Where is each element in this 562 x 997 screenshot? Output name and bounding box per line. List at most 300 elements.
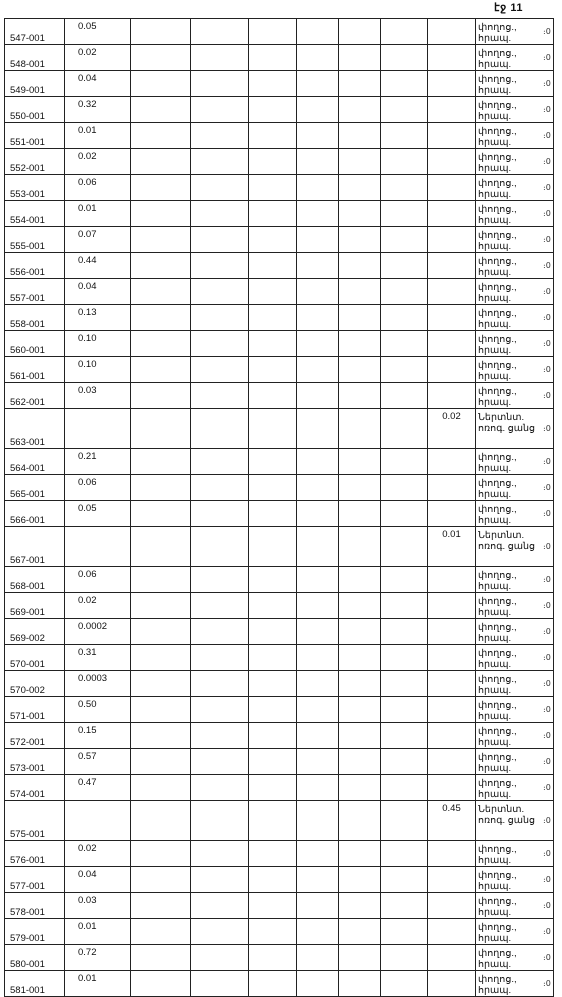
area-cell: 0.01 xyxy=(65,971,131,997)
empty-cell xyxy=(381,567,428,593)
table-row xyxy=(5,945,554,971)
empty-cell xyxy=(297,775,339,801)
empty-cell xyxy=(339,593,381,619)
parcel-code-cell: 569-002 xyxy=(5,619,65,645)
empty-cell xyxy=(381,619,428,645)
empty-cell xyxy=(381,45,428,71)
empty-cell xyxy=(381,409,428,449)
empty-cell xyxy=(191,723,249,749)
row-margin-mark: ։0 xyxy=(543,104,551,114)
empty-cell xyxy=(297,253,339,279)
empty-cell xyxy=(339,201,381,227)
table-row xyxy=(5,383,554,409)
area-cell: 0.04 xyxy=(65,279,131,305)
empty-cell xyxy=(297,919,339,945)
empty-cell xyxy=(339,501,381,527)
empty-cell xyxy=(339,775,381,801)
empty-cell xyxy=(131,279,191,305)
area-cell: 0.02 xyxy=(65,593,131,619)
irrigation-area-cell xyxy=(428,97,476,123)
empty-cell xyxy=(131,593,191,619)
land-use-cell: փողոց., հրապ. xyxy=(476,867,554,893)
table-row xyxy=(5,449,554,475)
area-cell: 0.05 xyxy=(65,19,131,45)
empty-cell xyxy=(381,867,428,893)
empty-cell xyxy=(131,97,191,123)
empty-cell xyxy=(131,619,191,645)
empty-cell xyxy=(339,801,381,841)
area-cell: 0.03 xyxy=(65,383,131,409)
empty-cell xyxy=(381,723,428,749)
empty-cell xyxy=(191,449,249,475)
empty-cell xyxy=(339,697,381,723)
empty-cell xyxy=(249,867,297,893)
row-margin-mark: ։0 xyxy=(543,130,551,140)
empty-cell xyxy=(249,253,297,279)
empty-cell xyxy=(381,801,428,841)
empty-cell xyxy=(131,253,191,279)
land-use-cell: փողոց., հրապ. xyxy=(476,567,554,593)
empty-cell xyxy=(381,19,428,45)
empty-cell xyxy=(131,409,191,449)
empty-cell xyxy=(339,383,381,409)
empty-cell xyxy=(131,697,191,723)
table-row xyxy=(5,801,554,841)
irrigation-area-cell xyxy=(428,279,476,305)
land-use-cell: փողոց., հրապ. xyxy=(476,45,554,71)
empty-cell xyxy=(339,279,381,305)
parcel-code-cell: 568-001 xyxy=(5,567,65,593)
empty-cell xyxy=(339,19,381,45)
table-row xyxy=(5,645,554,671)
row-margin-mark: ։0 xyxy=(543,782,551,792)
parcel-code-cell: 579-001 xyxy=(5,919,65,945)
area-cell: 0.06 xyxy=(65,475,131,501)
parcel-code-cell: 558-001 xyxy=(5,305,65,331)
empty-cell xyxy=(339,867,381,893)
land-use-cell: փողոց., հրապ. xyxy=(476,971,554,997)
empty-cell xyxy=(339,527,381,567)
table-row xyxy=(5,893,554,919)
empty-cell xyxy=(191,841,249,867)
empty-cell xyxy=(131,841,191,867)
land-use-cell: փողոց., հրապ. xyxy=(476,501,554,527)
empty-cell xyxy=(131,227,191,253)
empty-cell xyxy=(131,775,191,801)
empty-cell xyxy=(297,593,339,619)
land-use-cell: փողոց., հրապ. xyxy=(476,227,554,253)
empty-cell xyxy=(381,841,428,867)
empty-cell xyxy=(249,801,297,841)
table-row xyxy=(5,567,554,593)
empty-cell xyxy=(381,593,428,619)
empty-cell xyxy=(249,919,297,945)
empty-cell xyxy=(191,201,249,227)
land-use-cell: փողոց., հրապ. xyxy=(476,775,554,801)
land-use-cell: փողոց., հրապ. xyxy=(476,645,554,671)
parcel-code-cell: 574-001 xyxy=(5,775,65,801)
empty-cell xyxy=(249,449,297,475)
empty-cell xyxy=(249,175,297,201)
area-cell xyxy=(65,409,131,449)
land-use-cell: փողոց., հրապ. xyxy=(476,123,554,149)
empty-cell xyxy=(339,567,381,593)
empty-cell xyxy=(191,501,249,527)
empty-cell xyxy=(191,253,249,279)
empty-cell xyxy=(131,723,191,749)
land-use-cell: փողոց., հրապ. xyxy=(476,71,554,97)
empty-cell xyxy=(191,409,249,449)
parcel-code-cell: 571-001 xyxy=(5,697,65,723)
area-cell: 0.32 xyxy=(65,97,131,123)
irrigation-area-cell xyxy=(428,149,476,175)
empty-cell xyxy=(339,749,381,775)
empty-cell xyxy=(249,749,297,775)
irrigation-area-cell xyxy=(428,175,476,201)
parcel-code-cell: 577-001 xyxy=(5,867,65,893)
parcel-code-cell: 560-001 xyxy=(5,331,65,357)
empty-cell xyxy=(297,527,339,567)
land-use-cell: փողոց., հրապ. xyxy=(476,841,554,867)
empty-cell xyxy=(381,919,428,945)
empty-cell xyxy=(249,383,297,409)
land-use-cell: փողոց., հրապ. xyxy=(476,945,554,971)
irrigation-area-cell: 0.01 xyxy=(428,527,476,567)
parcel-code-cell: 549-001 xyxy=(5,71,65,97)
area-cell: 0.0002 xyxy=(65,619,131,645)
empty-cell xyxy=(249,501,297,527)
empty-cell xyxy=(297,383,339,409)
area-cell: 0.01 xyxy=(65,123,131,149)
empty-cell xyxy=(381,671,428,697)
table-row xyxy=(5,671,554,697)
irrigation-area-cell xyxy=(428,331,476,357)
table-row xyxy=(5,97,554,123)
empty-cell xyxy=(381,501,428,527)
table-row xyxy=(5,971,554,997)
empty-cell xyxy=(249,97,297,123)
area-cell: 0.50 xyxy=(65,697,131,723)
land-use-cell: փողոց., հրապ. xyxy=(476,893,554,919)
empty-cell xyxy=(249,123,297,149)
empty-cell xyxy=(339,619,381,645)
table-row xyxy=(5,723,554,749)
land-use-cell: փողոց., հրապ. xyxy=(476,253,554,279)
empty-cell xyxy=(381,383,428,409)
row-margin-mark: ։0 xyxy=(543,600,551,610)
empty-cell xyxy=(131,357,191,383)
empty-cell xyxy=(191,97,249,123)
row-margin-mark: ։0 xyxy=(543,234,551,244)
row-margin-mark: ։0 xyxy=(543,652,551,662)
empty-cell xyxy=(339,449,381,475)
empty-cell xyxy=(297,449,339,475)
empty-cell xyxy=(339,475,381,501)
table-row xyxy=(5,71,554,97)
empty-cell xyxy=(131,331,191,357)
empty-cell xyxy=(297,841,339,867)
empty-cell xyxy=(249,71,297,97)
empty-cell xyxy=(191,867,249,893)
empty-cell xyxy=(339,331,381,357)
land-use-cell: Ներտնտ. ոռոգ. ցանց xyxy=(476,801,554,841)
empty-cell xyxy=(249,723,297,749)
empty-cell xyxy=(381,697,428,723)
land-use-cell: փողոց., հրապ. xyxy=(476,175,554,201)
empty-cell xyxy=(381,201,428,227)
empty-cell xyxy=(249,45,297,71)
empty-cell xyxy=(297,409,339,449)
row-margin-mark: ։0 xyxy=(543,364,551,374)
empty-cell xyxy=(339,841,381,867)
empty-cell xyxy=(131,71,191,97)
empty-cell xyxy=(191,71,249,97)
land-use-cell: փողոց., հրապ. xyxy=(476,475,554,501)
empty-cell xyxy=(249,945,297,971)
empty-cell xyxy=(191,357,249,383)
area-cell: 0.05 xyxy=(65,501,131,527)
parcel-code-cell: 561-001 xyxy=(5,357,65,383)
empty-cell xyxy=(191,671,249,697)
empty-cell xyxy=(297,45,339,71)
parcel-code-cell: 578-001 xyxy=(5,893,65,919)
parcel-code-cell: 566-001 xyxy=(5,501,65,527)
empty-cell xyxy=(297,305,339,331)
irrigation-area-cell xyxy=(428,201,476,227)
empty-cell xyxy=(297,123,339,149)
parcel-code-cell: 551-001 xyxy=(5,123,65,149)
irrigation-area-cell xyxy=(428,501,476,527)
area-cell: 0.07 xyxy=(65,227,131,253)
empty-cell xyxy=(249,409,297,449)
irrigation-area-cell xyxy=(428,619,476,645)
empty-cell xyxy=(339,305,381,331)
empty-cell xyxy=(131,149,191,175)
empty-cell xyxy=(381,123,428,149)
row-margin-mark: ։0 xyxy=(543,704,551,714)
empty-cell xyxy=(191,971,249,997)
row-margin-mark: ։0 xyxy=(543,874,551,884)
row-margin-mark: ։0 xyxy=(543,978,551,988)
irrigation-area-cell xyxy=(428,919,476,945)
empty-cell xyxy=(297,567,339,593)
empty-cell xyxy=(249,841,297,867)
parcel-code-cell: 575-001 xyxy=(5,801,65,841)
empty-cell xyxy=(191,149,249,175)
table-row xyxy=(5,175,554,201)
area-cell: 0.72 xyxy=(65,945,131,971)
empty-cell xyxy=(131,749,191,775)
empty-cell xyxy=(297,71,339,97)
row-margin-mark: ։0 xyxy=(543,338,551,348)
irrigation-area-cell xyxy=(428,19,476,45)
empty-cell xyxy=(249,19,297,45)
row-margin-mark: ։0 xyxy=(543,952,551,962)
area-cell: 0.44 xyxy=(65,253,131,279)
empty-cell xyxy=(249,971,297,997)
empty-cell xyxy=(191,593,249,619)
empty-cell xyxy=(297,97,339,123)
table-row xyxy=(5,527,554,567)
irrigation-area-cell xyxy=(428,71,476,97)
land-use-cell: փողոց., հրապ. xyxy=(476,19,554,45)
parcel-code-cell: 564-001 xyxy=(5,449,65,475)
area-cell: 0.15 xyxy=(65,723,131,749)
row-margin-mark: ։0 xyxy=(543,390,551,400)
irrigation-area-cell xyxy=(428,253,476,279)
table-row xyxy=(5,775,554,801)
empty-cell xyxy=(339,97,381,123)
land-use-cell: փողոց., հրապ. xyxy=(476,331,554,357)
irrigation-area-cell xyxy=(428,971,476,997)
empty-cell xyxy=(381,775,428,801)
table-row xyxy=(5,841,554,867)
parcel-code-cell: 563-001 xyxy=(5,409,65,449)
land-use-cell: փողոց., հրապ. xyxy=(476,97,554,123)
empty-cell xyxy=(339,971,381,997)
parcel-code-cell: 562-001 xyxy=(5,383,65,409)
land-use-cell: փողոց., հրապ. xyxy=(476,201,554,227)
parcel-code-cell: 570-001 xyxy=(5,645,65,671)
empty-cell xyxy=(381,971,428,997)
empty-cell xyxy=(339,409,381,449)
empty-cell xyxy=(381,253,428,279)
irrigation-area-cell xyxy=(428,749,476,775)
irrigation-area-cell xyxy=(428,305,476,331)
empty-cell xyxy=(249,279,297,305)
empty-cell xyxy=(131,645,191,671)
row-margin-mark: ։0 xyxy=(543,541,551,551)
irrigation-area-cell xyxy=(428,697,476,723)
empty-cell xyxy=(297,201,339,227)
empty-cell xyxy=(297,227,339,253)
area-cell: 0.13 xyxy=(65,305,131,331)
empty-cell xyxy=(131,971,191,997)
area-cell: 0.02 xyxy=(65,841,131,867)
empty-cell xyxy=(339,71,381,97)
land-use-cell: փողոց., հրապ. xyxy=(476,919,554,945)
empty-cell xyxy=(381,645,428,671)
empty-cell xyxy=(131,801,191,841)
empty-cell xyxy=(297,867,339,893)
irrigation-area-cell xyxy=(428,671,476,697)
irrigation-area-cell xyxy=(428,893,476,919)
empty-cell xyxy=(381,175,428,201)
irrigation-area-cell xyxy=(428,645,476,671)
empty-cell xyxy=(339,357,381,383)
empty-cell xyxy=(131,501,191,527)
empty-cell xyxy=(249,227,297,253)
row-margin-mark: ։0 xyxy=(543,848,551,858)
irrigation-area-cell xyxy=(428,723,476,749)
empty-cell xyxy=(191,801,249,841)
empty-cell xyxy=(297,19,339,45)
irrigation-area-cell xyxy=(428,449,476,475)
row-margin-mark: ։0 xyxy=(543,574,551,584)
irrigation-area-cell xyxy=(428,383,476,409)
row-margin-mark: ։0 xyxy=(543,286,551,296)
parcel-code-cell: 548-001 xyxy=(5,45,65,71)
table-row xyxy=(5,149,554,175)
table-row xyxy=(5,45,554,71)
empty-cell xyxy=(249,593,297,619)
row-margin-mark: ։0 xyxy=(543,182,551,192)
area-cell: 0.21 xyxy=(65,449,131,475)
area-cell: 0.01 xyxy=(65,919,131,945)
land-use-cell: փողոց., հրապ. xyxy=(476,671,554,697)
empty-cell xyxy=(249,645,297,671)
empty-cell xyxy=(249,775,297,801)
area-cell: 0.02 xyxy=(65,45,131,71)
empty-cell xyxy=(131,123,191,149)
table-row xyxy=(5,123,554,149)
parcel-code-cell: 555-001 xyxy=(5,227,65,253)
empty-cell xyxy=(249,567,297,593)
empty-cell xyxy=(191,305,249,331)
empty-cell xyxy=(381,97,428,123)
table-row xyxy=(5,19,554,45)
row-margin-mark: ։0 xyxy=(543,508,551,518)
land-use-cell: փողոց., հրապ. xyxy=(476,697,554,723)
empty-cell xyxy=(131,201,191,227)
table-row xyxy=(5,697,554,723)
empty-cell xyxy=(191,331,249,357)
empty-cell xyxy=(297,331,339,357)
empty-cell xyxy=(297,279,339,305)
area-cell: 0.01 xyxy=(65,201,131,227)
empty-cell xyxy=(339,175,381,201)
empty-cell xyxy=(191,775,249,801)
empty-cell xyxy=(381,945,428,971)
empty-cell xyxy=(381,749,428,775)
row-margin-mark: ։0 xyxy=(543,26,551,36)
row-margin-mark: ։0 xyxy=(543,156,551,166)
parcel-code-cell: 565-001 xyxy=(5,475,65,501)
area-cell: 0.0003 xyxy=(65,671,131,697)
empty-cell xyxy=(191,175,249,201)
table-row xyxy=(5,253,554,279)
parcel-code-cell: 567-001 xyxy=(5,527,65,567)
area-cell xyxy=(65,801,131,841)
row-margin-mark: ։0 xyxy=(543,900,551,910)
empty-cell xyxy=(191,697,249,723)
land-use-cell: փողոց., հրապ. xyxy=(476,305,554,331)
empty-cell xyxy=(339,671,381,697)
empty-cell xyxy=(297,723,339,749)
empty-cell xyxy=(297,893,339,919)
area-cell: 0.06 xyxy=(65,567,131,593)
area-cell: 0.10 xyxy=(65,331,131,357)
empty-cell xyxy=(191,527,249,567)
table-row xyxy=(5,619,554,645)
empty-cell xyxy=(131,567,191,593)
empty-cell xyxy=(191,919,249,945)
parcel-code-cell: 572-001 xyxy=(5,723,65,749)
row-margin-mark: ։0 xyxy=(543,260,551,270)
table-row xyxy=(5,305,554,331)
irrigation-area-cell xyxy=(428,841,476,867)
empty-cell xyxy=(381,893,428,919)
empty-cell xyxy=(339,123,381,149)
empty-cell xyxy=(249,475,297,501)
table-row xyxy=(5,501,554,527)
row-margin-mark: ։0 xyxy=(543,815,551,825)
empty-cell xyxy=(381,279,428,305)
empty-cell xyxy=(191,893,249,919)
empty-cell xyxy=(191,19,249,45)
parcel-code-cell: 547-001 xyxy=(5,19,65,45)
empty-cell xyxy=(381,527,428,567)
